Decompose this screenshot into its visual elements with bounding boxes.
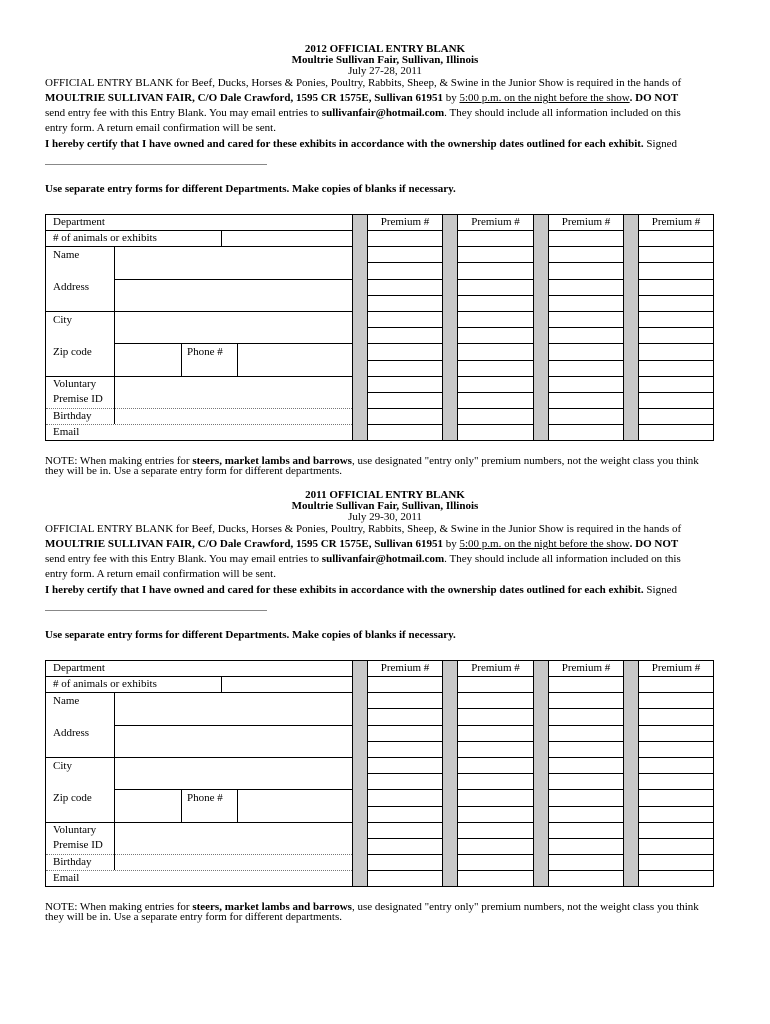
department-label: Department	[53, 662, 105, 674]
premise-id-label: Premise ID	[53, 393, 103, 405]
name-label: Name	[53, 695, 80, 707]
submission-line: MOULTRIE SULLIVAN FAIR, C/O Dale Crawford, 1595 CR 1575E, Sullivan 61951 by 5:00 p.m. on the night before the show. DO NOT	[45, 538, 679, 550]
intro-text: OFFICIAL ENTRY BLANK for Beef, Ducks, Horses & Ponies, Poultry, Rabbits, Sheep, & Swine in the Junior Show is required in the hands of	[45, 523, 682, 535]
form-title: 2011 OFFICIAL ENTRY BLANK	[305, 489, 465, 501]
certify-line: I hereby certify that I have owned and cared for these exhibits in accordance with the ownership dates outlined for each exhibit. Signed	[45, 584, 677, 596]
address-label: Address	[53, 281, 90, 293]
email-line: send entry fee with this Entry Blank. You may email entries to sullivanfair@hotmail.com. They should include all information included on this	[45, 107, 681, 119]
entry-form-2012	[0, 0, 770, 477]
deadline: 5:00 p.m. on the night before the show	[459, 538, 630, 550]
gray-column	[352, 661, 368, 886]
deadline: 5:00 p.m. on the night before the show	[459, 92, 630, 104]
contact-email[interactable]: sullivanfair@hotmail.com	[321, 107, 445, 119]
form-dates: July 29-30, 2011	[348, 511, 422, 523]
form-subtitle: Moultrie Sullivan Fair, Sullivan, Illinois	[291, 54, 479, 66]
contact-email[interactable]: sullivanfair@hotmail.com	[321, 553, 445, 565]
gray-column	[623, 661, 639, 886]
intro-text: OFFICIAL ENTRY BLANK for Beef, Ducks, Horses & Ponies, Poultry, Rabbits, Sheep, & Swine in the Junior Show is required in the hands of	[45, 77, 682, 89]
entry-table	[45, 214, 714, 441]
gray-column	[442, 215, 458, 440]
phone-label: Phone #	[187, 346, 223, 358]
email-label: Email	[53, 872, 80, 884]
name-label: Name	[53, 249, 80, 261]
certify-line: I hereby certify that I have owned and cared for these exhibits in accordance with the ownership dates outlined for each exhibit. Signed	[45, 138, 677, 150]
birthday-label: Birthday	[53, 856, 92, 868]
voluntary-label: Voluntary	[53, 824, 97, 836]
gray-column	[623, 215, 639, 440]
fair-address: MOULTRIE SULLIVAN FAIR, C/O Dale Crawford, 1595 CR 1575E, Sullivan 61951	[45, 538, 443, 550]
premium-header: Premium #	[561, 662, 611, 674]
gray-column	[533, 215, 549, 440]
gray-column	[352, 215, 368, 440]
signature-line[interactable]	[45, 610, 267, 611]
form-title: 2012 OFFICIAL ENTRY BLANK	[304, 43, 466, 55]
city-label: City	[53, 314, 72, 326]
separate-forms-instruction: Use separate entry forms for different Departments. Make copies of blanks if necessary.	[45, 629, 456, 641]
signature-line[interactable]	[45, 164, 267, 165]
city-label: City	[53, 760, 72, 772]
zip-code-label: Zip code	[53, 792, 92, 804]
animals-count-label: # of animals or exhibits	[53, 678, 157, 690]
certify-statement: I hereby certify that I have owned and cared for these exhibits in accordance with the ownership dates outlined for each exhibit.	[45, 584, 644, 596]
birthday-label: Birthday	[53, 410, 92, 422]
email-label: Email	[53, 426, 80, 438]
form-subtitle: Moultrie Sullivan Fair, Sullivan, Illinois	[291, 500, 479, 512]
premium-header: Premium #	[561, 216, 611, 228]
certify-statement: I hereby certify that I have owned and cared for these exhibits in accordance with the ownership dates outlined for each exhibit.	[45, 138, 644, 150]
note-text: NOTE: When making entries for steers, market lambs and barrows, use designated "entry only" premium numbers, not the weight class you think they will be in. Use a separate entry form for different departments.	[45, 901, 699, 923]
entry-form-2011	[0, 446, 770, 923]
premium-header: Premium #	[651, 216, 701, 228]
note-text: NOTE: When making entries for steers, market lambs and barrows, use designated "entry only" premium numbers, not the weight class you think they will be in. Use a separate entry form for different departments.	[45, 455, 699, 477]
premium-header: Premium #	[471, 662, 520, 674]
premium-header: Premium #	[380, 662, 430, 674]
phone-label: Phone #	[187, 792, 223, 804]
entry-table	[45, 660, 714, 887]
gray-column	[533, 661, 549, 886]
confirmation-text: entry form. A return email confirmation will be sent.	[45, 568, 276, 580]
department-label: Department	[53, 216, 105, 228]
confirmation-text: entry form. A return email confirmation will be sent.	[45, 122, 276, 134]
premium-header: Premium #	[651, 662, 701, 674]
premise-id-label: Premise ID	[53, 839, 103, 851]
premium-header: Premium #	[471, 216, 520, 228]
email-line: send entry fee with this Entry Blank. You may email entries to sullivanfair@hotmail.com. They should include all information included on this	[45, 553, 681, 565]
address-label: Address	[53, 727, 90, 739]
separate-forms-instruction: Use separate entry forms for different Departments. Make copies of blanks if necessary.	[45, 183, 456, 195]
voluntary-label: Voluntary	[53, 378, 97, 390]
zip-code-label: Zip code	[53, 346, 92, 358]
fair-address: MOULTRIE SULLIVAN FAIR, C/O Dale Crawford, 1595 CR 1575E, Sullivan 61951	[45, 92, 443, 104]
animals-count-label: # of animals or exhibits	[53, 232, 157, 244]
premium-header: Premium #	[380, 216, 430, 228]
gray-column	[442, 661, 458, 886]
form-dates: July 27-28, 2011	[348, 65, 422, 77]
submission-line: MOULTRIE SULLIVAN FAIR, C/O Dale Crawford, 1595 CR 1575E, Sullivan 61951 by 5:00 p.m. on the night before the show. DO NOT	[45, 92, 679, 104]
